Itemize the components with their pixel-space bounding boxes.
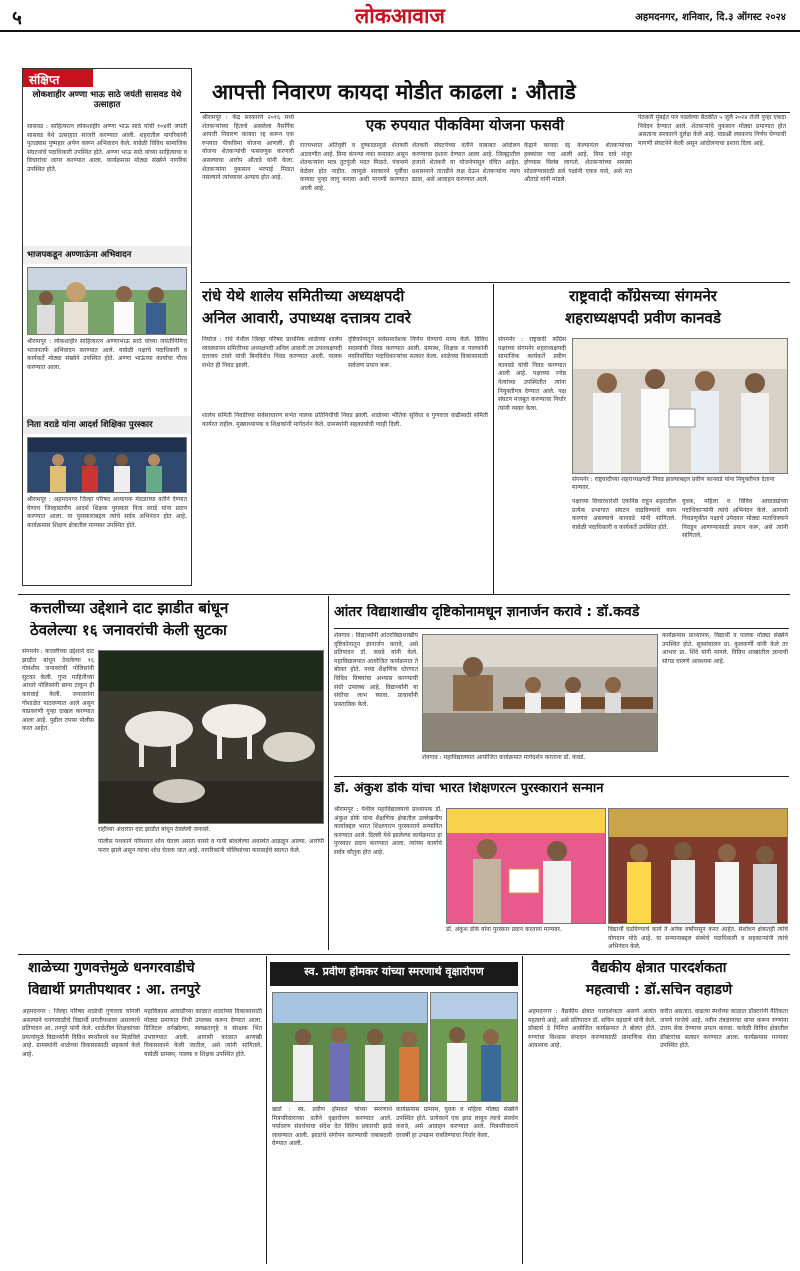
photo-tribute <box>27 267 187 335</box>
photo-award-group <box>608 808 788 924</box>
photo-knowledge-event <box>422 634 658 752</box>
photo-award-ceremony <box>446 808 606 924</box>
calves-headline-1: कत्तलीच्या उद्देशाने दाट झाडीत बांधून <box>30 600 229 617</box>
school-headline-2: अनिल आवारी, उपाध्यक्ष दत्तात्रय टावरे <box>202 310 411 327</box>
ncp-photo-caption: संगमनेर : राष्ट्रवादीच्या शहराध्यक्षपदी निवड झाल्याबद्दल प्रवीण कानवडे यांना नियुक्तीपत्र देताना मान्यवर. <box>572 476 775 491</box>
calves-headline-2: ठेवलेल्या १६ जनावरांची केली सुटका <box>30 622 227 639</box>
medical-headline-2: महत्वाची : डॉ.सचिन वहाडणे <box>585 982 733 998</box>
award-body-col1: श्रीरामपूर : येथील महाविद्यालयाचे प्राध्यापक डॉ. अंकुश डोके यांना शैक्षणिक क्षेत्रातील उल्लेखनीय कार्याबद्दल भारत शिक्षणरत्न पुरस्काराने सन्मानित करण्यात आले. दिल्ली येथे झालेल्या कार्यक्रमात हा पुरस्कार प्रदान करण्यात आला. त्यांच्या कार्याचे सर्वत्र कौतुक होत आहे. <box>334 806 442 856</box>
tree-body-col1: खर्डा : स्व. प्रवीण होमकर यांच्या स्मरणार्थ मित्रपरिवाराच्या वतीने वृक्षारोपण करण्यात आले. पर्यावरण संवर्धनाचा संदेश देत विविध प्रकारची झाडे लावण्यात आली. झाडांचे संगोपन करण्याची जबाबदारी घेण्यात आली. <box>272 1106 392 1148</box>
school-body-col1: निघोज : रांधे येथील जिल्हा परिषद प्राथमिक शाळेच्या शालेय व्यवस्थापन समितीच्या अध्यक्षपदी अनिल आवारी तर उपाध्यक्षपदी दत्तात्रय टावरे यांची बिनविरोध निवड करण्यात आली. पालक सभेत ही निवड झाली. <box>202 336 342 369</box>
photo-rescued-calves <box>98 650 324 824</box>
knowledge-body-col1: शेवगाव : विद्यार्थ्यांनी आंतरविद्याशाखीय दृष्टिकोनातून ज्ञानार्जन करावे, असे प्रतिपादन डॉ. कवडे यांनी केले. महाविद्यालयात आयोजित कार्यक्रमात ते बोलत होते. नव्या शैक्षणिक धोरणात विविध विषयांचा अभ्यास करण्याची संधी उपलब्ध आहे. विद्यार्थ्यांनी या संधीचा लाभ घ्यावा. प्राचार्यांनी प्रास्ताविक केले. <box>334 632 418 708</box>
ncp-headline-2: शहराध्यक्षपदी प्रवीण कानवडे <box>565 310 721 327</box>
tanpure-body-col2: महाविकास आघाडीच्या काळात शाळांच्या विकासासाठी मोठ्या प्रमाणात निधी उपलब्ध करून देण्यात आला. डिजिटल वर्गखोल्या, स्वच्छतागृहे व संरक्षक भिंत उभारण्यात आली. आगामी काळात आणखी विकासकामे केली जातील, असे त्यांनी सांगितले. यावेळी ग्रामस्थ, पालक व शिक्षक उपस्थित होते. <box>144 1008 262 1058</box>
photo-tree-plantation-1 <box>272 992 428 1102</box>
tree-body-col2: कार्यक्रमास ग्रामस्थ, युवक व महिला मोठ्या संख्येने उपस्थित होते. प्रत्येकाने एक झाड लावून त्याचे संवर्धन करावे, असे आवाहन करण्यात आले. मित्रपरिवाराने दरवर्षी हा उपक्रम राबविण्याचा निर्धार केला. <box>396 1106 518 1139</box>
lead-body-col3: शेतकरी संघटनेच्या वतीने याबाबत आंदोलन करण्याचा इशारा देण्यात आला आहे. जिल्ह्यातील हजारो शेतकरी या योजनेपासून वंचित आहेत. प्रशासनाने तातडीने लक्ष देऊन शेतकऱ्यांना न्याय द्यावा, असे आवाहन करण्यात आले. <box>412 142 520 184</box>
sidebar-briefs <box>22 68 192 586</box>
tree-headline: स्व. प्रवीण होमकर यांच्या स्मरणार्थ वृक्षारोपण <box>304 966 484 978</box>
knowledge-photo-caption: शेवगाव : महाविद्यालयात आयोजित कार्यक्रमात मार्गदर्शन करताना डॉ. कवडे. <box>422 754 586 761</box>
award-body-col2: विद्यार्थी घडविण्याचे कार्य ते अनेक वर्षांपासून करत आहेत. संशोधन क्षेत्रातही त्यांचे योगदान मोठे आहे. या सन्मानाबद्दल संस्थेचे पदाधिकारी व सहकाऱ्यांनी त्यांचे अभिनंदन केले. <box>608 926 788 950</box>
knowledge-body-col2: कार्यक्रमास प्राध्यापक, विद्यार्थी व पालक मोठ्या संख्येने उपस्थित होते. सूत्रसंचालन प्रा. कुलकर्णी यांनी केले तर आभार प्रा. शिंदे यांनी मानले. विविध शाखांतील ज्ञानाची सांगड घालणे आवश्यक आहे. <box>662 632 788 665</box>
knowledge-headline: आंतर विद्याशाखीय दृष्टिकोनामधून ज्ञानार्जन करावे : डॉ.कवडे <box>334 604 640 620</box>
calves-photo-caption: राहीच्या अंधारात दाट झाडीत बांधून ठेवलेली जनावरे. <box>98 826 211 833</box>
lead-body-col4: केंद्राने कायदा रद्द केल्यानंतर शेतकऱ्यांच्या हक्कांवर गदा आली आहे. विमा दावे मंजूर होण्यास विलंब लागतो. शेतकऱ्यांच्या समस्या सोडवण्यासाठी सर्व पक्षांनी एकत्र यावे, असे मत औताडे यांनी मांडले. <box>524 142 632 184</box>
ncp-body-col2: पक्षाच्या विचारधारेशी एकनिष्ठ राहून शहरातील प्रत्येक प्रभागात संघटन वाढविण्याचे काम करणार असल्याचे कानवडे यांनी सांगितले. यावेळी पदाधिकारी व कार्यकर्ते उपस्थित होते. <box>572 498 676 531</box>
lead-headline: आपत्ती निवारण कायदा मोडीत काढला : औताडे <box>212 80 576 104</box>
issue-date: अहमदनगर, शनिवार, दि.३ ऑगस्ट २०२४ <box>635 12 786 23</box>
calves-body-col2: पोलीस पथकाने परिसरात शोध घेतला असता वासरे व गायी बांधलेल्या अवस्थेत आढळून आल्या. आरोपी फरार झाले असून त्यांचा शोध घेतला जात आहे. नागरिकांनी पोलिसांच्या कारवाईचे स्वागत केले. <box>98 838 324 854</box>
brief-3-heading: निता वराडे यांना आदर्श शिक्षिका पुरस्कार <box>23 416 191 434</box>
tanpure-body-col1: अहमदनगर : जिल्हा परिषद शाळेची गुणवत्ता चांगली असल्याने धनगरवाडीचे विद्यार्थी प्रगतीपथावर असल्याचे प्रतिपादन आ. तनपुरे यांनी केले. शाळेतील शिक्षकांच्या प्रयत्नांमुळे विद्यार्थ्यांनी विविध स्पर्धांमध्ये यश मिळविले आहे. ग्रामस्थांनी शाळेच्या विकासासाठी सहकार्य केले आहे. <box>22 1008 140 1058</box>
brief-1-heading: लोकशाहीर अण्णा भाऊ साठे जयंती सासवड येथे उत्साहात <box>32 90 182 110</box>
photo-tree-plantation-2 <box>430 992 518 1102</box>
brief-1-body: सासवड : साहित्यरत्न लोकशाहीर अण्णा भाऊ साठे यांची १०४वी जयंती सासवड येथे उत्साहात साजरी करण्यात आली. शहरातील नागरिकांनी पुतळ्यास पुष्पहार अर्पण करून अभिवादन केले. यावेळी विविध सामाजिक संघटनांचे पदाधिकारी उपस्थित होते. अण्णा भाऊ साठे यांच्या साहित्याचा व विचारांचा जागर करण्यात आला. कार्यक्रमास मोठ्या संख्येने नागरिक उपस्थित होते. <box>27 123 187 173</box>
ncp-headline-1: राष्ट्रवादी काँग्रेसच्या संगमनेर <box>569 288 717 305</box>
brief-3-body: श्रीरामपूर : अहमदनगर जिल्हा परिषद अध्यापक मंडळाच्या वतीने देण्यात येणारा जिल्हास्तरीय आदर्श शिक्षक पुरस्कार निता वराडे यांना प्रदान करण्यात आला. या पुरस्काराबद्दल त्यांचे सर्वत्र अभिनंदन होत आहे. कार्यक्रमास शिक्षण क्षेत्रातील मान्यवर उपस्थित होते. <box>27 496 187 529</box>
brief-2-body: श्रीरामपूर : लोकशाहीर साहित्यरत्न अण्णाभाऊ साठे यांच्या जयंतीनिमित्त भाजपतर्फे अभिवादन करण्यात आले. यावेळी पक्षाचे पदाधिकारी व कार्यकर्ते मोठ्या संख्येने उपस्थित होते. अण्णा भाऊंच्या कार्याचा गौरव करण्यात आला. <box>27 338 187 371</box>
school-body-col3: शालेय समिती निवडीच्या सर्वसाधारण सभेत पालक प्रतिनिधींची निवड झाली. शाळेच्या भौतिक सुविधा व गुणवत्ता वाढीसाठी समिती कार्यरत राहील. मुख्याध्यापक व शिक्षकांनी मार्गदर्शन केले. ग्रामस्थांनी सहकार्याची ग्वाही दिली. <box>202 412 488 428</box>
school-headline-1: रांधे येथे शालेय समितीच्या अध्यक्षपदी <box>202 288 405 305</box>
photo-ncp-appointment <box>572 338 788 474</box>
masthead <box>0 0 800 32</box>
sidebar-label: संक्षिप्त <box>23 69 93 87</box>
photo-teacher-award <box>27 437 187 493</box>
page-number: ५ <box>12 7 22 29</box>
ncp-body-col1: संगमनेर : राष्ट्रवादी काँग्रेस पक्षाच्या संगमनेर शहराध्यक्षपदी सामाजिक कार्यकर्ते प्रवीण कानवडे यांची निवड करण्यात आली आहे. पक्षाच्या ज्येष्ठ नेत्यांच्या उपस्थितीत त्यांना नियुक्तीपत्र देण्यात आले. पक्ष संघटन मजबूत करण्याचा निर्धार त्यांनी व्यक्त केला. <box>498 336 566 412</box>
brief-2-heading: भाजपकडून अण्णाऊंना अभिवादन <box>23 246 191 264</box>
lead-body-col1: श्रीरामपूर : केंद्र सरकारने २०१६ मध्ये शेतकऱ्यांच्या हिताचे असलेला नैसर्गिक आपत्ती निवारण कायदा रद्द करून एक रुपयात पीकविमा योजना आणली. ही योजना शेतकऱ्यांची फसवणूक करणारी असल्याचा आरोप औताडे यांनी केला. शेतकऱ्यांना नुकसान भरपाई मिळत नसल्याने त्यांच्यावर अन्याय होत आहे. <box>202 114 294 182</box>
medical-headline-1: वैद्यकीय क्षेत्रात पारदर्शकता <box>591 960 727 976</box>
lead-subheadline: एक रुपयात पीकविमा योजना फसवी <box>365 117 565 134</box>
calves-body-col1: संगमनेर : कत्तलीच्या उद्देशाने दाट झाडीत बांधून ठेवलेल्या १६ गोवंशीय जनावरांची पोलिसांनी सुटका केली. गुप्त माहितीच्या आधारे पोलिसांनी छापा टाकून ही कारवाई केली. जनावरांना गोशाळेत पाठवण्यात आले असून याप्रकरणी गुन्हा दाखल करण्यात आला आहे. पुढील तपास पोलीस करत आहेत. <box>22 648 94 733</box>
tanpure-headline-2: विद्यार्थी प्रगतीपथावर : आ. तनपुरे <box>28 982 201 998</box>
school-body-col2: दृष्टिकोनातून सर्वसमावेशक निर्णय घेण्याचे मान्य केले. विविध सदस्यांची निवड करण्यात आली. ग्रामस्थ, शिक्षक व पालकांनी नवनिर्वाचित पदाधिकाऱ्यांचा सत्कार केला. शाळेच्या विकासासाठी सर्वजण प्रयत्न करू. <box>348 336 488 369</box>
award-headline: डॉ. अंकुश डोके यांचा भारत शिक्षणरत्न पुरस्काराने सन्मान <box>334 782 604 796</box>
ncp-body-col3: युवक, महिला व विविध आघाड्यांच्या पदाधिकाऱ्यांनी त्यांचे अभिनंदन केले. आगामी निवडणुकीत पक्षाचे उमेदवार मोठ्या मताधिक्याने निवडून आणण्यासाठी प्रयत्न करू, असे त्यांनी सांगितले. <box>682 498 788 540</box>
medical-body-col1: अहमदनगर : वैद्यकीय क्षेत्रात पारदर्शकता असणे अत्यंत महत्वाचे आहे, असे प्रतिपादन डॉ. सचिन वहाडणे यांनी केले. डॉक्टर्स डे निमित्त आयोजित कार्यक्रमात ते बोलत होते. रुग्णांचा विश्वास संपादन करण्यासाठी प्रामाणिक सेवा आवश्यक आहे. <box>528 1008 656 1050</box>
lead-body-col2: राज्यभरात अतिवृष्टी व दुष्काळामुळे शेतकरी अडचणीत आहे. विमा कंपन्या नफा कमावत असून शेतकऱ्यांना मात्र तुटपुंजी मदत मिळते. पंचनामे वेळेवर होत नाहीत. त्यामुळे सरकारने पूर्वीचा कायदा पुन्हा लागू करावा अशी मागणी करण्यात आली आहे. <box>300 142 408 192</box>
lead-body-col5: पेठकरी मुंबईत पार पडलेल्या बैठकीत ५ जुलै २०२४ रोजी पुन्हा एकदा निवेदन देण्यात आले. शेतकऱ्यांचे नुकसान मोठ्या प्रमाणात होत असताना सरकारने दुर्लक्ष केले आहे. याप्रश्नी लवकरच निर्णय घेण्याची मागणी संघटनेने केली असून आंदोलनाचा इशारा दिला आहे. <box>638 114 786 147</box>
award-photo-caption: डॉ. अंकुश डोके यांना पुरस्कार प्रदान करताना मान्यवर. <box>446 926 562 933</box>
tanpure-headline-1: शाळेच्या गुणवत्तेमुळे धनगरवाडीचे <box>28 960 195 976</box>
paper-name: लोकआवाज <box>355 4 445 28</box>
medical-body-col2: करीत असतात. वाढत्या स्पर्धेच्या काळात डॉक्टरांनी नैतिकता जपणे गरजेचे आहे. नवीन तंत्रज्ञानाचा वापर करून रुग्णांना उत्तम सेवा देण्याचा प्रयत्न करावा. यावेळी विविध क्षेत्रातील डॉक्टरांचा सत्कार करण्यात आला. कार्यक्रमास मान्यवर उपस्थित होते. <box>660 1008 788 1050</box>
